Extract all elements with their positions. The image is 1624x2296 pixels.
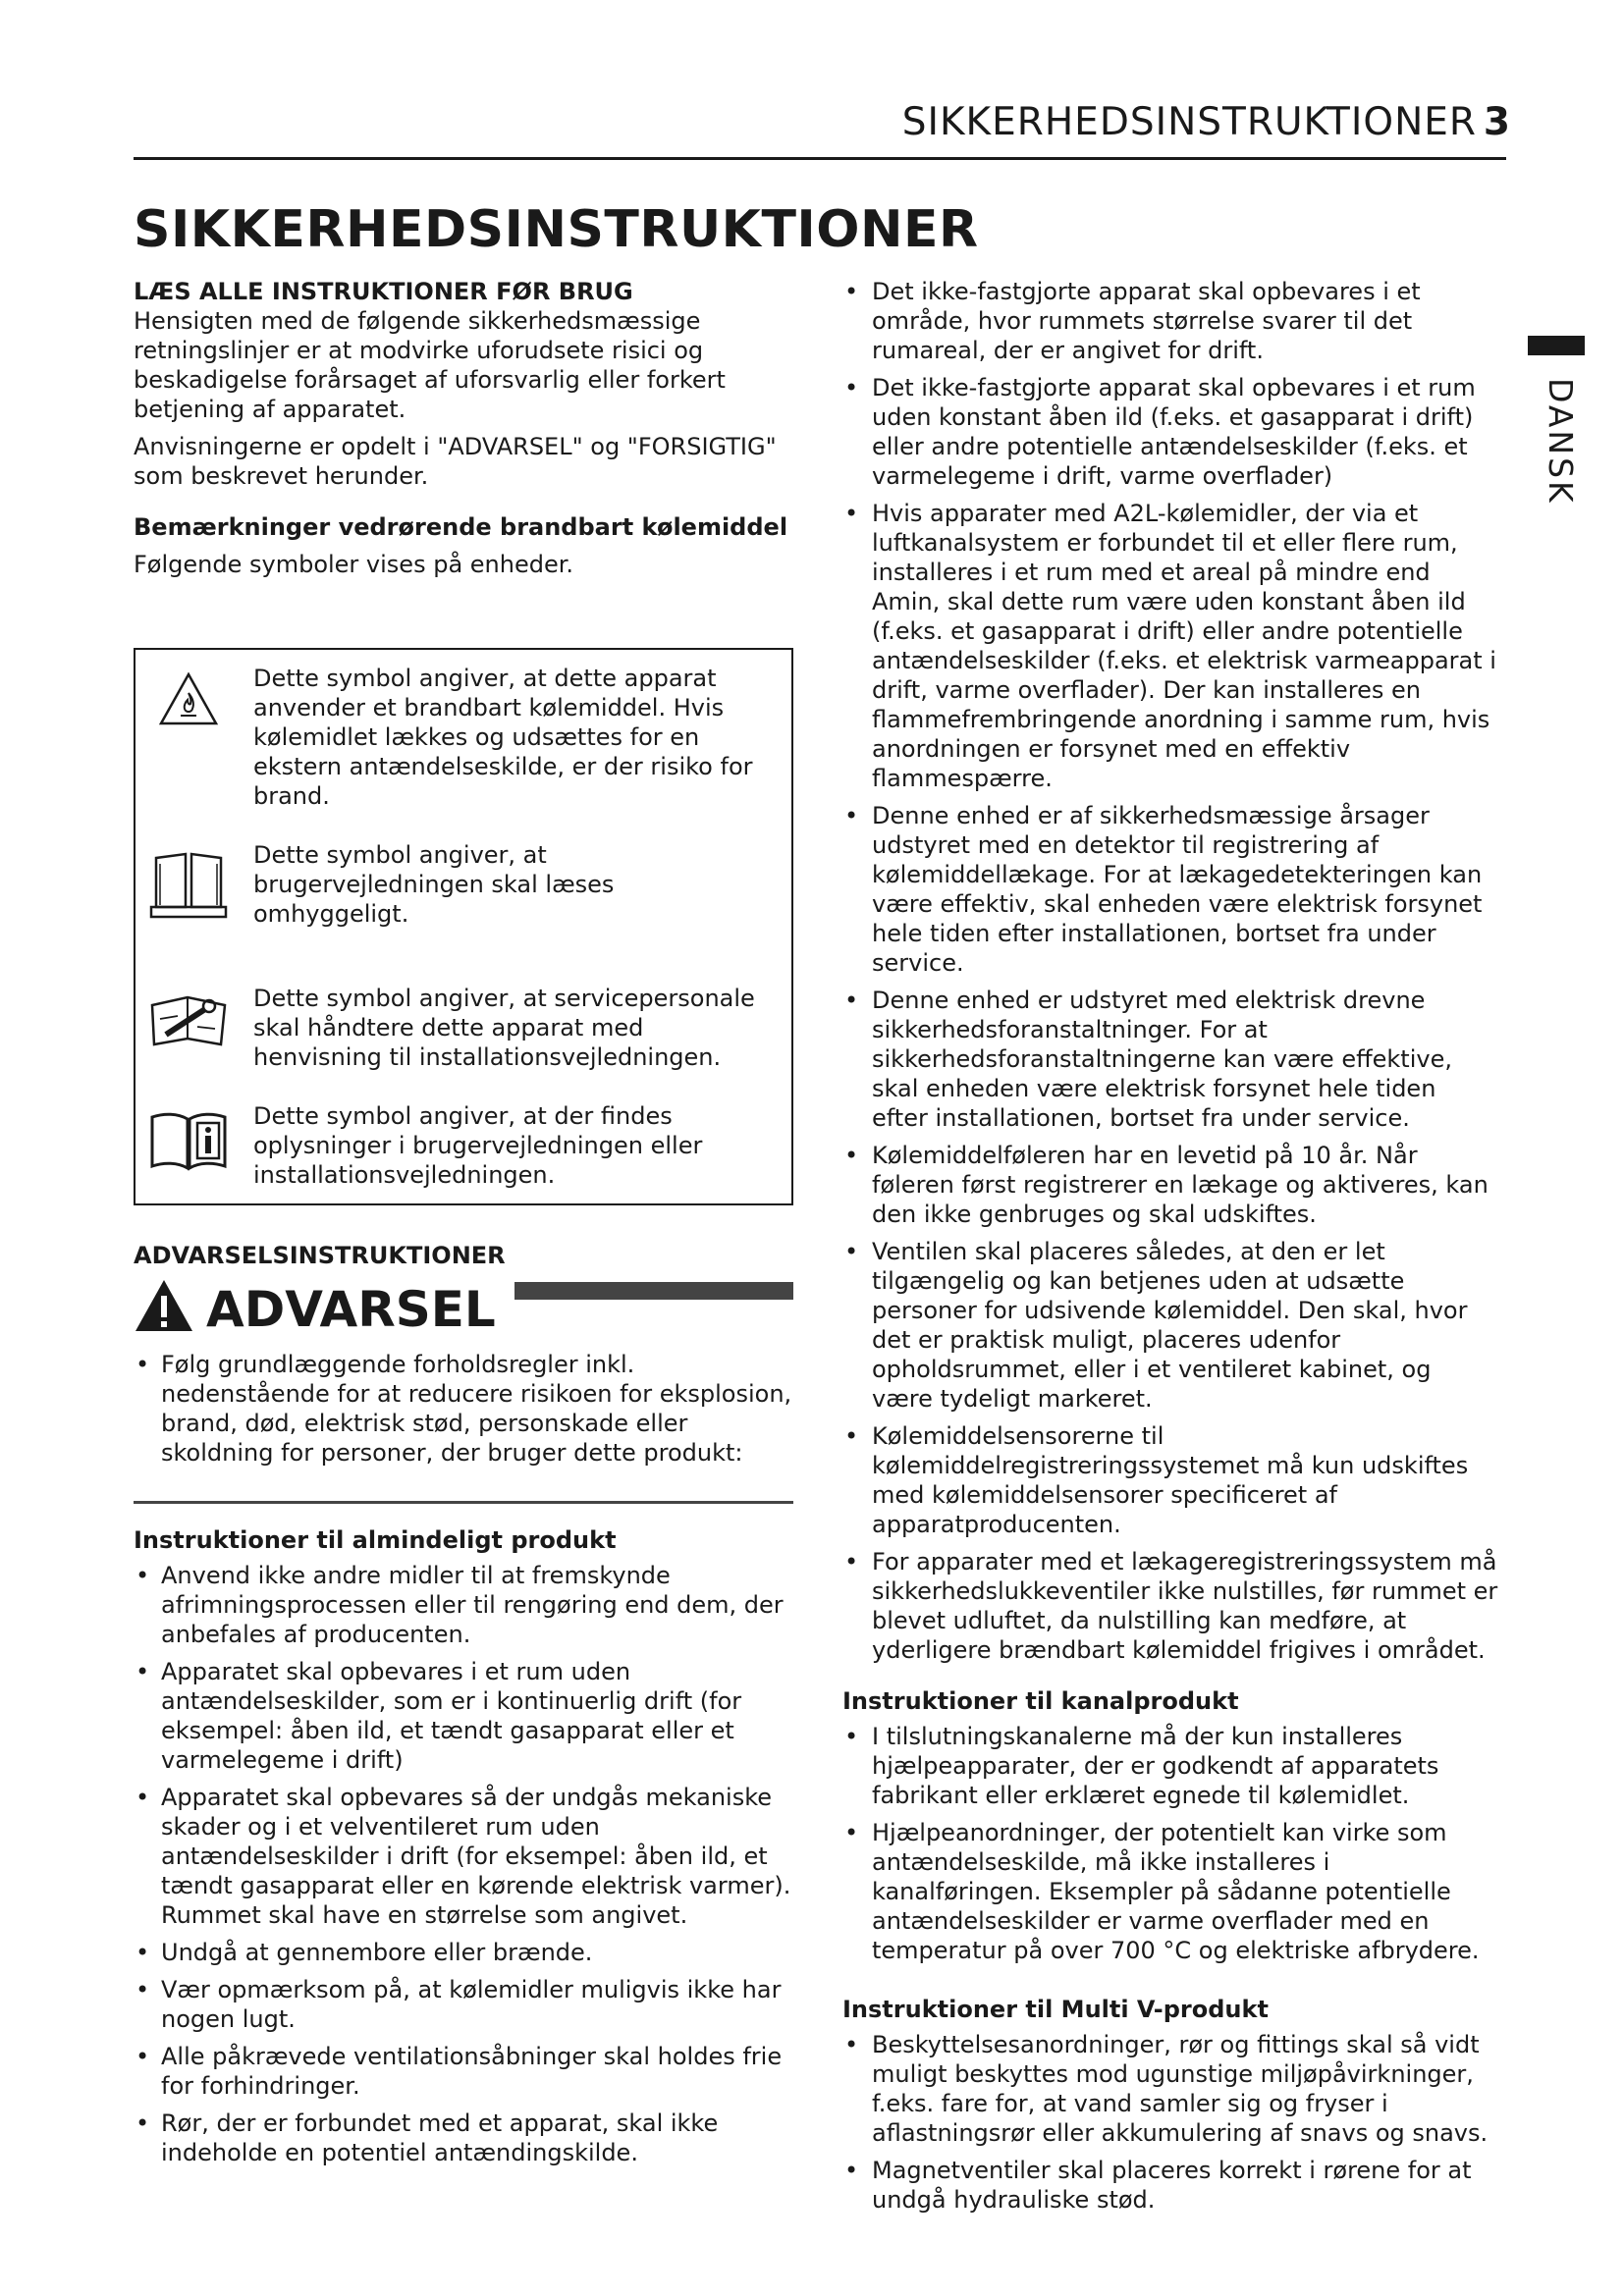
page-title: SIKKERHEDSINSTRUKTIONER [134,200,979,259]
list-item: • Følg grundlæggende forholdsregler inkl. nedenstående for at reducere risikoen for eksplosion, brand, død, elektrisk stød, personskade eller skoldning for personer, der bruger dette produkt: [134,1350,793,1468]
warning-banner [134,1278,793,1340]
flammable-intro: Følgende symboler vises på enheder. [134,551,574,578]
list-item: • Det ikke-fastgjorte apparat skal opbevares i et område, hvor rummets størrelse svarer til det rumareal, der er angivet for drift. [842,277,1498,365]
left-column [134,277,793,2175]
symbol-legend-box [134,648,793,1205]
list-item: • Apparatet skal opbevares i et rum uden antændelseskilder, som er i kontinuerlig drift (for eksempel: åben ild, et tændt gasapparat eller et varmelegeme i drift) [134,1657,793,1775]
symbol-description: Dette symbol angiver, at der findes oplysninger i brugervejledningen eller installationsvejledningen. [253,1102,703,1189]
multiv-product-heading: Instruktioner til Multi V-produkt [842,1996,1269,2023]
list-item: • Magnetventiler skal placeres korrekt i rørene for at undgå hydrauliske stød. [842,2156,1498,2215]
general-product-heading: Instruktioner til almindeligt produkt [134,1526,617,1554]
list-item: • Hjælpeanordninger, der potentielt kan virke som antændelseskilde, må ikke installeres i kanalføringen. Eksempler på sådanne potentielle antændelseskilder er varme overflader med en temperatur på over 700 °C og elektriske afbrydere. [842,1818,1498,1965]
list-item: • Undgå at gennembore eller brænde. [134,1938,793,1967]
list-item: • Apparatet skal opbevares så der undgås mekaniske skader og i et velventileret rum uden antændelseskilder i drift (for eksempel: åben ild, et tændt gasapparat eller en kørende elektrisk varmer). Rummet skal have en størrelse som angivet. [134,1783,793,1930]
service-manual-icon [145,984,232,1052]
warning-banner-bar [514,1282,793,1300]
list-item: • Anvend ikke andre midler til at fremskynde afrimningsprocessen eller til rengøring end dem, der anbefales af producenten. [134,1561,793,1649]
intro-paragraph: Hensigten med de følgende sikkerhedsmæssige retningslinjer er at modvirke uforudsete risici og beskadigelse forårsaget af uforsvarlig eller forkert betjening af apparatet. [134,307,726,423]
symbol-row [145,1101,776,1190]
flammable-heading: Bemærkninger vedrørende brandbart kølemiddel [134,513,788,541]
duct-product-list [842,1722,1498,1965]
list-item: • For apparater med et lækageregistreringssystem må sikkerhedslukkeventiler ikke nulstilles, før rummet er blevet udluftet, da nulstilling kan medføre, at yderligere brændbart kølemiddel frigives i området. [842,1547,1498,1665]
page-number: 3 [1483,100,1510,144]
duct-product-heading: Instruktioner til kanalprodukt [842,1687,1239,1715]
warning-list [134,1350,793,1468]
list-item: • Det ikke-fastgjorte apparat skal opbevares i et rum uden konstant åben ild (f.eks. et gasapparat i drift) eller andre potentielle antændelseskilder (f.eks. et varmelegeme i drift, varme overflader) [842,373,1498,491]
symbol-row [145,984,776,1072]
language-tab-label: DANSK [1542,378,1580,506]
general-product-list-continued [842,277,1498,1665]
list-item: • Denne enhed er af sikkerhedsmæssige årsager udstyret med en detektor til registrering af kølemiddellækage. For at lækagedetekteringen kan være effektiv, skal enheden være elektrisk forsynet hele tiden efter installationen, bortset fra under service. [842,801,1498,978]
symbol-row [145,840,776,929]
list-item: • Kølemiddelsensorerne til kølemiddelregistreringssystemet må kun udskiftes med kølemiddelsensorer specificeret af apparatproducenten. [842,1421,1498,1539]
list-item: • Alle påkrævede ventilationsåbninger skal holdes frie for forhindringer. [134,2042,793,2101]
flammable-warning-icon [145,664,232,726]
running-header-title: SIKKERHEDSINSTRUKTIONER [901,100,1477,144]
warning-instructions-heading: ADVARSELSINSTRUKTIONER [134,1242,506,1269]
book-icon [145,840,232,923]
symbol-description: Dette symbol angiver, at dette apparat anvender et brandbart kølemiddel. Hvis kølemidlet lækkes og udsættes for en ekstern antændelseskilde, er der risiko for brand. [253,665,753,810]
list-item: • Denne enhed er udstyret med elektrisk drevne sikkerhedsforanstaltninger. For at sikkerhedsforanstaltningerne kan være effektive, skal enheden være elektrisk forsynet hele tiden efter installationen, bortset fra under service. [842,986,1498,1133]
symbol-description: Dette symbol angiver, at servicepersonale skal håndtere dette apparat med henvisning til installationsvejledningen. [253,985,755,1071]
warning-triangle-icon [134,1278,194,1340]
language-tab-marker [1528,336,1585,355]
header-divider [134,157,1506,160]
list-item: • Beskyttelsesanordninger, rør og fittings skal så vidt muligt beskyttes mod ugunstige miljøpåvirkninger, f.eks. fare for, at vand samler sig og fryser i aflastningsrør eller akkumulering af snavs og snavs. [842,2030,1498,2148]
symbol-description: Dette symbol angiver, at brugervejledningen skal læses omhyggeligt. [253,841,615,928]
info-book-icon [145,1101,232,1174]
intro-paragraph-2: Anvisningerne er opdelt i "ADVARSEL" og "FORSIGTIG" som beskrevet herunder. [134,433,777,490]
list-item: • Hvis apparater med A2L-kølemidler, der via et luftkanalsystem er forbundet til et eller flere rum, installeres i et rum med et areal på mindre end Amin, skal dette rum være uden konstant åben ild (f.eks. et gasapparat i drift) eller andre potentielle antændelseskilder (f.eks. et elektrisk varmeapparat i drift, varme overflader). Der kan installeres en flammefrembringende anordning i samme rum, hvis anordningen er forsynet med en effektiv flammespærre. [842,499,1498,793]
general-product-list [134,1561,793,2167]
intro-heading: LÆS ALLE INSTRUKTIONER FØR BRUG [134,278,633,305]
list-item: • Kølemiddelføleren har en levetid på 10 år. Når føleren først registrerer en lækage og aktiveres, kan den ikke genbruges og skal udskiftes. [842,1141,1498,1229]
list-item: • Rør, der er forbundet med et apparat, skal ikke indeholde en potentiel antændingskilde. [134,2109,793,2167]
multiv-product-list [842,2030,1498,2215]
warning-label: ADVARSEL [206,1280,496,1338]
list-item: • Vær opmærksom på, at kølemidler muligvis ikke har nogen lugt. [134,1975,793,2034]
right-column [842,277,1498,2222]
warning-divider [134,1501,793,1504]
list-item: • Ventilen skal placeres således, at den er let tilgængelig og kan betjenes uden at udsætte personer for udsivende kølemiddel. Den skal, hvor det er praktisk muligt, placeres udenfor opholdsrummet, eller i et ventileret kabinet, og være tydeligt markeret. [842,1237,1498,1414]
list-item: • I tilslutningskanalerne må der kun installeres hjælpeapparater, der er godkendt af apparatets fabrikant eller erklæret egnede til kølemidlet. [842,1722,1498,1810]
symbol-row [145,664,776,811]
